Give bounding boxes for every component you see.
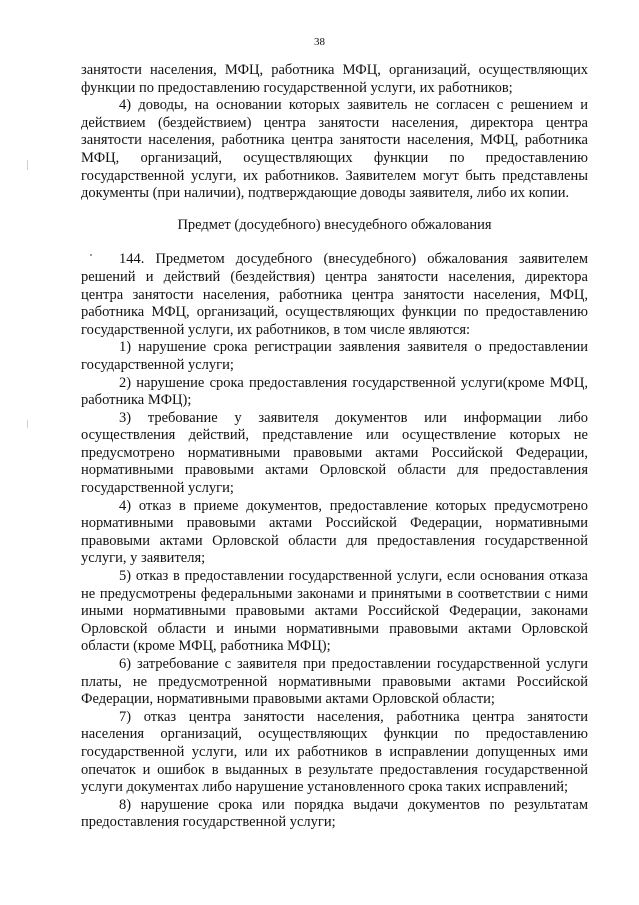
list-item-6: 6) затребование с заявителя при предоставлении государственной услуги платы, не предусмотренной нормативными правовыми актами Российской Федерации, нормативными правовыми актами Орловской области; [81, 656, 588, 708]
page-number: 38 [314, 36, 325, 48]
list-item-3: 3) требование у заявителя документов или информации либо осуществления действий, представление или осуществление которых не предусмотрено нормативными правовыми актами Российской Федерации, нормативными правовыми актами Орловской области для предоставления государственной услуги; [81, 409, 588, 497]
list-item-2: 2) нарушение срока предоставления государственной услуги(кроме МФЦ, работника МФЦ); [81, 374, 588, 409]
paragraph-144: 144. Предметом досудебного (внесудебного) обжалования заявителем решений и действий (бездействия) центра занятости населения, директора центра занятости населения, работника центра занятости населения, МФЦ, работника МФЦ, организаций, осуществляющих функции по предоставлению государственной услуги, их работников, в том числе являются: [81, 251, 588, 338]
paragraph-item-4-arguments: 4) доводы, на основании которых заявитель не согласен с решением и действием (бездействием) центра занятости населения, директора центра занятости населения, работника центра занятости населения, МФЦ, работника МФЦ, организаций, осуществляющих функции по предоставлению государственной услуги, их работников. Заявителем могут быть представлены документы (при наличии), подтверждающие доводы заявителя, либо их копии. [81, 97, 588, 202]
scan-margin-mark [27, 420, 28, 428]
scan-margin-mark [27, 160, 28, 170]
paragraph-continuation: занятости населения, МФЦ, работника МФЦ, организаций, осуществляющих функции по предоставлению государственной услуги, их работников; [81, 62, 588, 96]
list-item-4: 4) отказ в приеме документов, предоставление которых предусмотрено нормативными правовыми актами Российской Федерации, нормативными правовыми актами Орловской области для предоставления государственной услуги, у заявителя; [81, 497, 588, 567]
list-item-7: 7) отказ центра занятости населения, работника центра занятости населения организаций, осуществляющих функции по предоставлению государственной услуги, или их работников в исправлении допущенных ими опечаток и ошибок в выданных в результате предоставления государственной услуги документах либо нарушение установленного срока таких исправлений; [81, 708, 588, 796]
list-item-8: 8) нарушение срока или порядка выдачи документов по результатам предоставления государственной услуги; [81, 796, 588, 831]
list-item-1: 1) нарушение срока регистрации заявления заявителя о предоставлении государственной услуги; [81, 339, 588, 373]
document-body [81, 62, 588, 832]
list-item-5: 5) отказ в предоставлении государственной услуги, если основания отказа не предусмотрены федеральными законами и принятыми в соответствии с ними иными нормативными правовыми актами Российской Федерации, законами Орловской области и иными нормативными правовыми актами Орловской области (кроме МФЦ, работника МФЦ); [81, 568, 588, 655]
scan-speck [90, 254, 92, 256]
section-heading: Предмет (досудебного) внесудебного обжалования [177, 216, 492, 233]
